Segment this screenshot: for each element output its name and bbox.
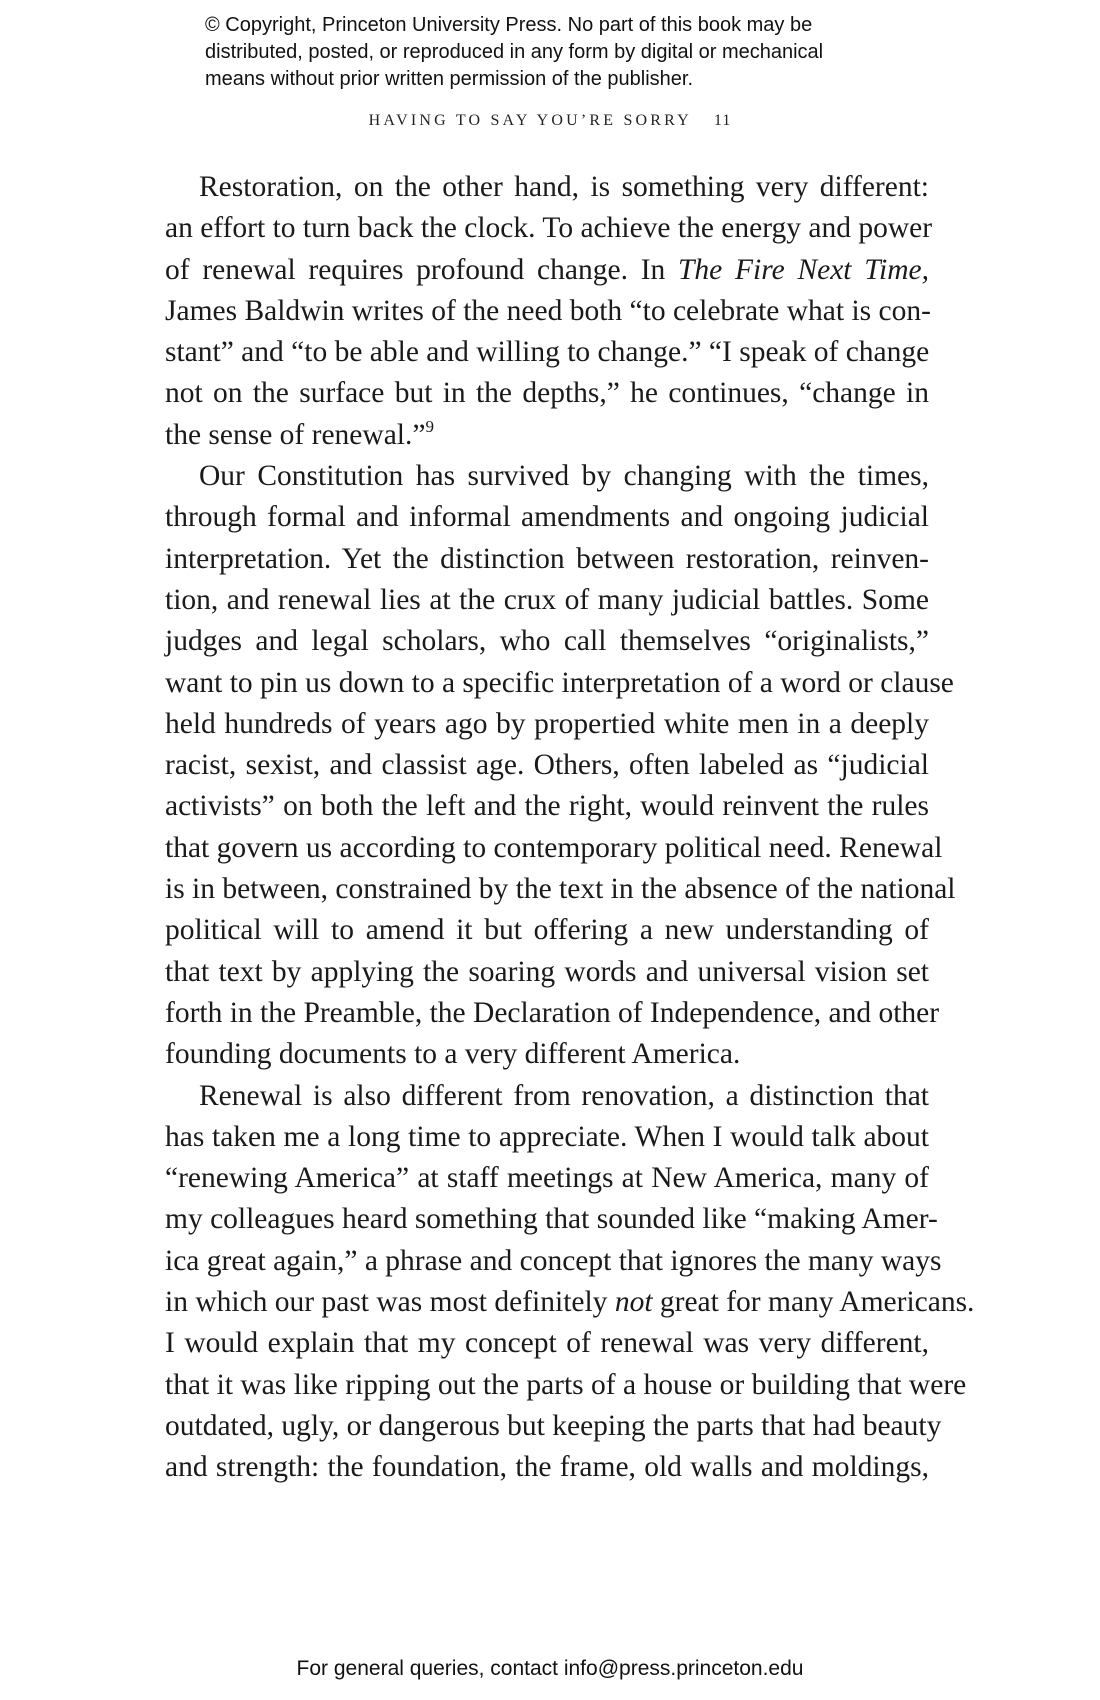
text-line: interpretation. Yet the distinction between restoration, reinven- [165,542,929,575]
text-line: is in between, constrained by the text in the absence of the national [165,873,956,906]
text-line: racist, sexist, and classist age. Others, often labeled as “judicial [165,749,929,782]
text-line: an effort to turn back the clock. To achieve the energy and power [165,212,933,245]
text-line: Renewal is also different from renovation, a distinction that [199,1079,929,1112]
text-line: not on the surface but in the depths,” he continues, “change in [165,377,929,410]
text-line: founding documents to a very different America. [165,1038,741,1071]
text-line: want to pin us down to a specific interpretation of a word or clause [165,666,954,699]
running-head-title: HAVING TO SAY YOU’RE SORRY [368,112,692,129]
text-line: my colleagues heard something that sounded like “making Amer- [165,1203,938,1236]
text-line: through formal and informal amendments and ongoing judicial [165,501,929,534]
text-line: political will to amend it but offering a new understanding of [165,914,929,947]
text-line: that text by applying the soaring words and universal vision set [165,955,929,988]
text-line: stant” and “to be able and willing to change.” “I speak of change [165,336,930,369]
text-line: “renewing America” at staff meetings at New America, many of [165,1162,929,1195]
text-line [165,250,929,291]
text-run: in which our past was most definitely [165,1286,615,1319]
text-line [165,415,929,456]
text-line: held hundreds of years ago by propertied white men in a deeply [165,707,929,740]
copyright-line: distributed, posted, or reproduced in any form by digital or mechanical [205,41,824,63]
text-line: judges and legal scholars, who call themselves “originalists,” [165,625,929,658]
text-line: forth in the Preamble, the Declaration of Independence, and other [165,996,940,1029]
text-run: great for many Americans. [652,1286,975,1319]
emphasis-word: not [614,1286,653,1319]
text-line: I would explain that my concept of renewal was very different, [165,1327,929,1360]
running-head [0,112,1100,130]
text-line: that govern us according to contemporary political need. Renewal [165,831,943,864]
text-line: Restoration, on the other hand, is something very different: [199,171,929,203]
text-run: of renewal requires profound change. In [165,253,679,286]
text-run: the sense of renewal.” [165,418,426,451]
copyright-line: © Copyright, Princeton University Press. No part of this book may be [205,14,813,36]
text-line: has taken me a long time to appreciate. When I would talk about [165,1120,929,1153]
text-line: tion, and renewal lies at the crux of many judicial battles. Some [165,583,929,616]
book-title: The Fire Next Time, [678,253,929,286]
text-line: ica great again,” a phrase and concept that ignores the many ways [165,1244,942,1277]
footer-contact: For general queries, contact info@press.princeton.edu [296,1657,804,1680]
copyright-line: means without prior written permission of the publisher. [205,68,694,90]
text-line: Our Constitution has survived by changing with the times, [199,460,929,493]
text-line [165,1282,975,1323]
text-line: James Baldwin writes of the need both “to celebrate what is con- [165,294,931,327]
body-text [165,167,975,1489]
footnote-ref: 9 [425,416,434,436]
text-line: and strength: the foundation, the frame, old walls and moldings, [165,1451,929,1484]
page-number: 11 [713,112,732,129]
text-line: outdated, ugly, or dangerous but keeping the parts that had beauty [165,1409,942,1442]
text-line: activists” on both the left and the right, would reinvent the rules [165,790,929,823]
text-line: that it was like ripping out the parts of a house or building that were [165,1368,967,1401]
copyright-notice [205,12,965,93]
